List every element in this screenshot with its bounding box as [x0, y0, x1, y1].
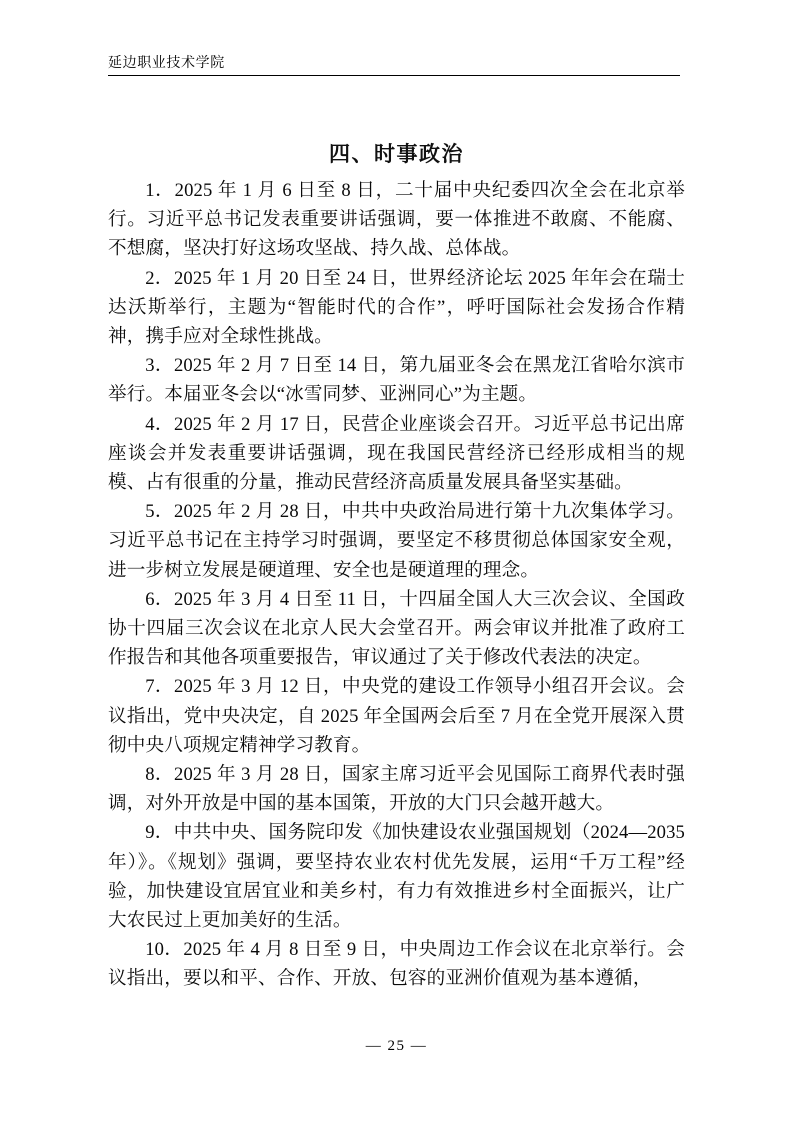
document-body: [108, 176, 685, 994]
page-number-footer: — 25 —: [365, 1038, 428, 1054]
paragraph-9: 9．中共中央、国务院印发《加快建设农业强国规划（2024—2035 年）》。《规划》强调，要坚持农业农村优先发展，运用“千万工程”经验，加快建设宜居宜业和美乡村，有力有效推进乡村全面振兴，让广大农民过上更加美好的生活。: [108, 822, 685, 932]
running-header: [108, 52, 680, 84]
paragraph-2: 2．2025 年 1 月 20 日至 24 日，世界经济论坛 2025 年年会在瑞士达沃斯举行，主题为“智能时代的合作”，呼吁国际社会发扬合作精神，携手应对全球性挑战。: [108, 267, 685, 348]
header-divider: [108, 75, 680, 76]
paragraph-5: 5．2025 年 2 月 28 日，中共中央政治局进行第十九次集体学习。习近平总书记在主持学习时强调，要坚定不移贯彻总体国家安全观，进一步树立发展是硬道理、安全也是硬道理的理念。: [108, 501, 685, 581]
paragraph-1: 1．2025 年 1 月 6 日至 8 日，二十届中央纪委四次全会在北京举行。习近平总书记发表重要讲话强调，要一体推进不敢腐、不能腐、不想腐，坚决打好这场攻坚战、持久战、总体战。: [108, 180, 685, 260]
paragraph-7: 7．2025 年 3 月 12 日，中央党的建设工作领导小组召开会议。会议指出，党中央决定，自 2025 年全国两会后至 7 月在全党开展深入贯彻中央八项规定精神学习教育。: [108, 676, 685, 756]
paragraph-8: 8．2025 年 3 月 28 日，国家主席习近平会见国际工商界代表时强调，对外开放是中国的基本国策，开放的大门只会越开越大。: [108, 764, 685, 815]
paragraph-3: 3．2025 年 2 月 7 日至 14 日，第九届亚冬会在黑龙江省哈尔滨市举行。本届亚冬会以“冰雪同梦、亚洲同心”为主题。: [108, 355, 685, 406]
header-institution-name: 延边职业技术学院: [108, 54, 225, 70]
paragraph-10: 10．2025 年 4 月 8 日至 9 日，中央周边工作会议在北京举行。会议指出，要以和平、合作、开放、包容的亚洲价值观为基本遵循，: [108, 939, 685, 990]
paragraph-4: 4．2025 年 2 月 17 日，民营企业座谈会召开。习近平总书记出席座谈会并发表重要讲话强调，现在我国民营经济已经形成相当的规模、占有很重的分量，推动民营经济高质量发展具备坚实基础。: [108, 413, 685, 494]
section-heading: 四、时事政治: [329, 142, 464, 167]
paragraph-6: 6．2025 年 3 月 4 日至 11 日，十四届全国人大三次会议、全国政协十四届三次会议在北京人民大会堂召开。两会审议并批准了政府工作报告和其他各项重要报告，审议通过了关于修改代表法的决定。: [108, 588, 685, 669]
